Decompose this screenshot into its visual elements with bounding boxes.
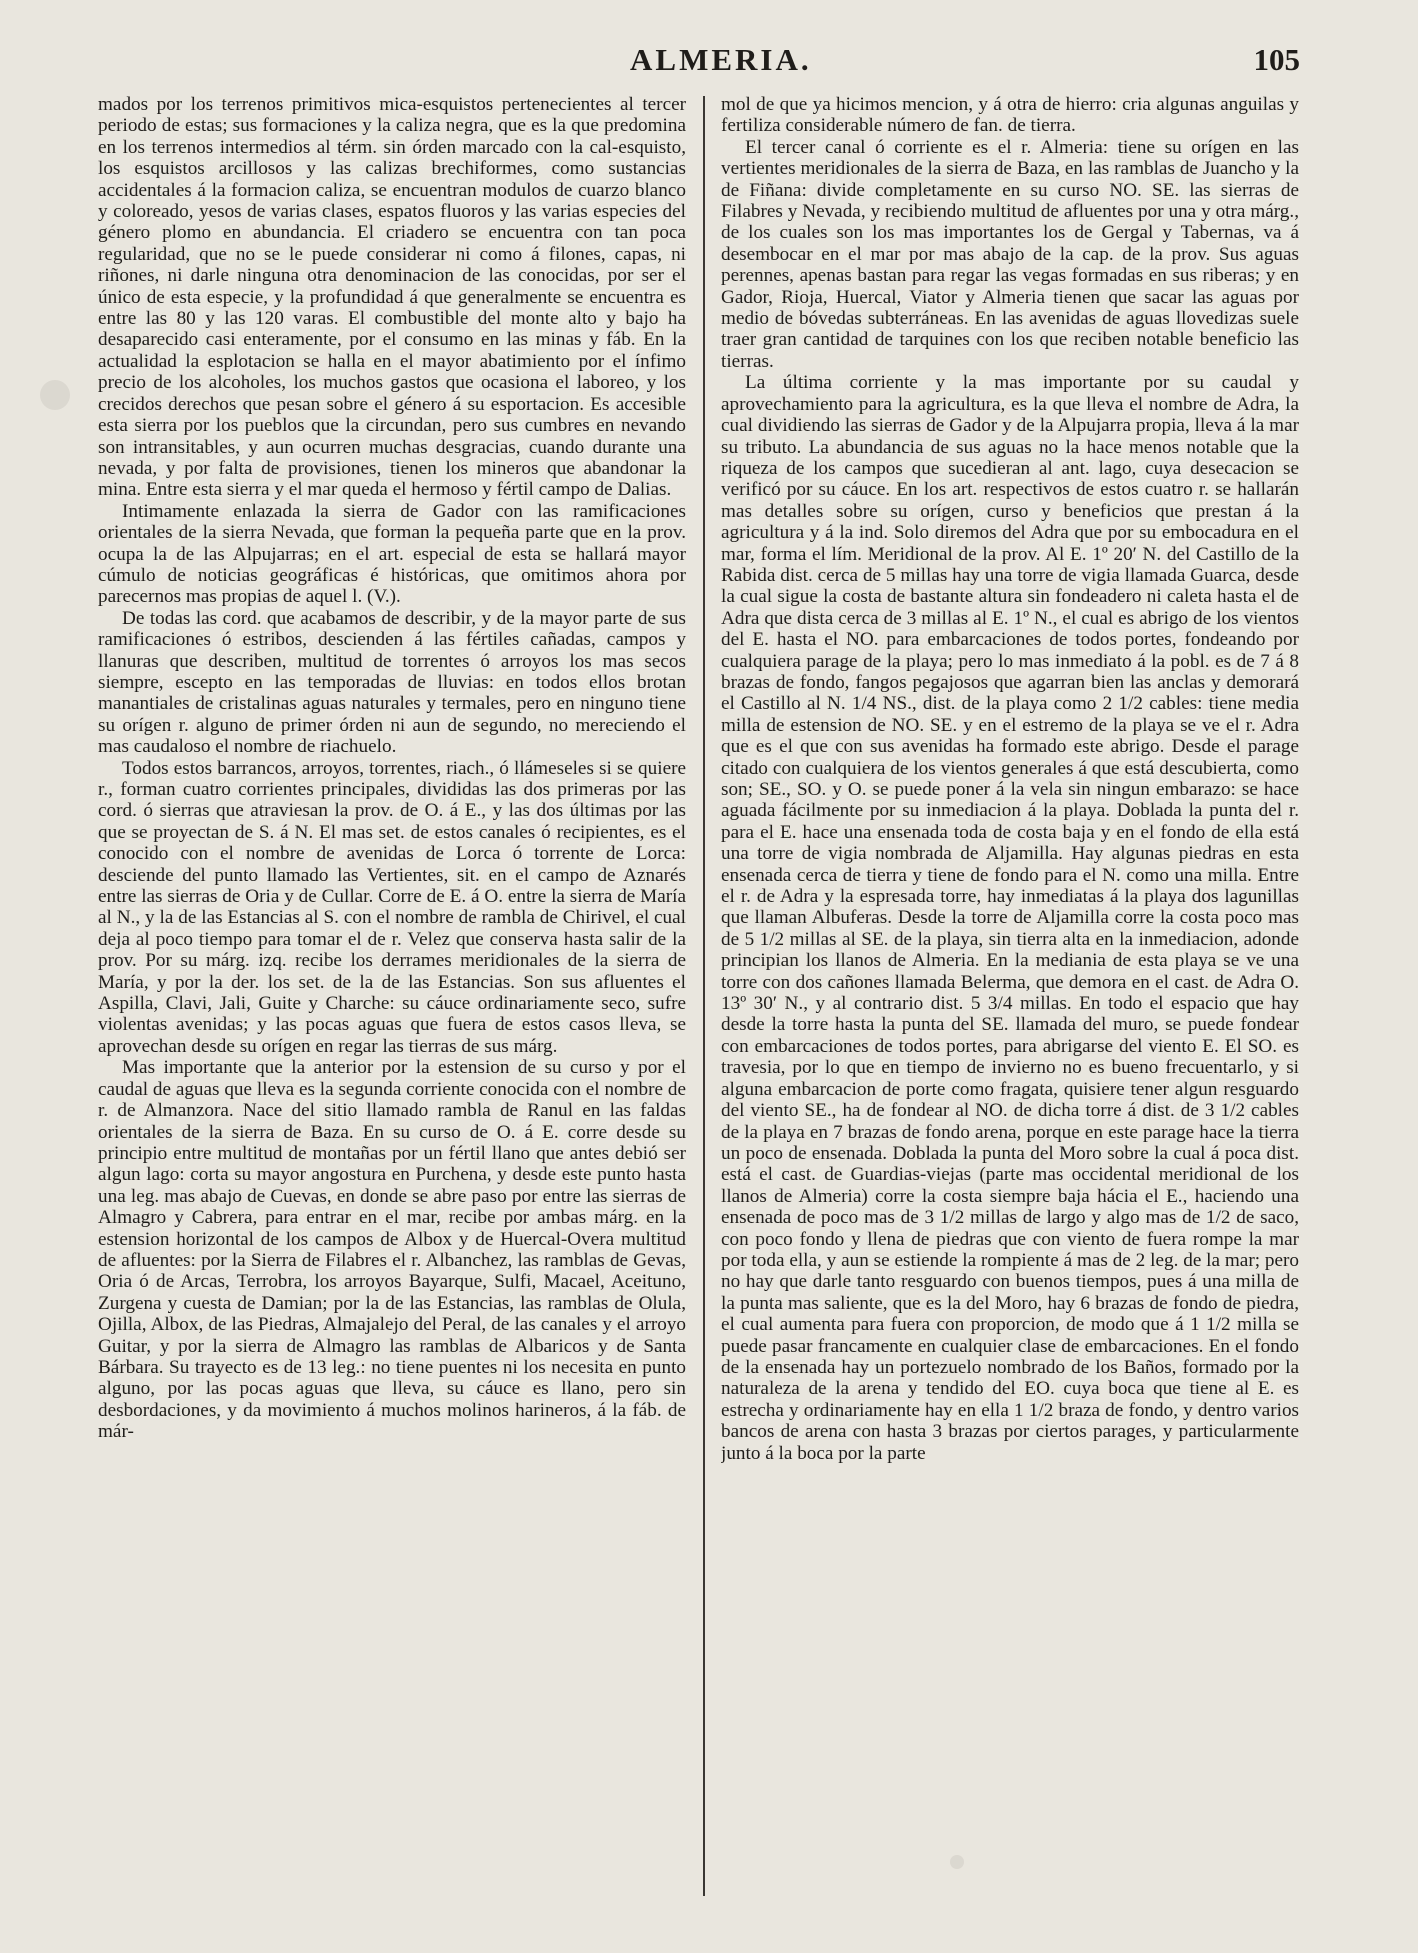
paragraph: Mas importante que la anterior por la estension de su curso y por el caudal de aguas que lleva es la segunda corriente conocida con el nombre de r. de Almanzora. Nace del sitio llamado rambla de Ranul en las faldas orientales de la sierra de Baza. En su curso de O. á E. corre desde su principio entre multitud de montañas por un fértil llano que antes debió ser algun lago: corta su mayor angostura en Purchena, y desde este punto hasta una leg. mas abajo de Cuevas, en donde se abre paso por entre las sierras de Almagro y Cabrera, para entrar en el mar, recibe por ambas márg. en la estension horizontal de los campos de Albox y de Huercal-Overa multitud de afluentes: por la Sierra de Filabres el r. Albanchez, las ramblas de Gevas, Oria ó de Arcas, Terrobra, los arroyos Bayarque, Sulfi, Macael, Aceituno, Zurgena y cuesta de Damian; por la de las Estancias, las ramblas de Olula, Ojilla, Albox, de las Piedras, Almajalejo del Peral, de las canales y el arroyo Guitar, y por la sierra de Almagro las ramblas de Albaricos y de Santa Bárbara. Su trayecto es de 13 leg.: no tiene puentes ni los necesita en punto alguno, por las pocas aguas que lleva, su cáuce es llano, pero sin desbordaciones, y da movimiento á muchos molinos harineros, á la fáb. de már- bbox=[98, 1057, 686, 1443]
column-divider bbox=[703, 96, 705, 1896]
ink-smudge bbox=[40, 380, 70, 410]
paragraph: mados por los terrenos primitivos mica-esquistos pertenecientes al tercer periodo de estas; sus formaciones y la caliza negra, que es la que predomina en los terrenos intermedios al térm. sin órden marcado con la cal-esquisto, los esquistos arcillosos y las calizas brechiformes, como sustancias accidentales á la formacion caliza, se encuentran modulos de cuarzo blanco y coloreado, yesos de varias clases, espatos fluoros y las varias especies del género plomo en abundancia. El criadero se encuentra con tan poca regularidad, que no se le puede considerar ni como á filones, capas, ni riñones, ni darle ninguna otra denominacion de las conocidas, por ser el único de esta especie, y la profundidad á que generalmente se encuentra es entre las 80 y las 120 varas. El combustible del monte alto y bajo ha desaparecido casi enteramente, por el consumo en las minas y fáb. En la actualidad la esplotacion se halla en el mayor abatimiento por el ínfimo precio de los alcoholes, los muchos gastos que ocasiona el laboreo, y los crecidos derechos que pesan sobre el género á su esportacion. Es accesible esta sierra por los pueblos que la circundan, pero sus cumbres en nevando son intransitables, y aun ocurren muchas desgracias, cuando durante una nevada, y por falta de provisiones, tienen los mineros que abandonar la mina. Entre esta sierra y el mar queda el hermoso y fértil campo de Dalias. bbox=[98, 94, 686, 501]
paragraph: mol de que ya hicimos mencion, y á otra de hierro: cria algunas anguilas y fertiliza considerable número de fan. de tierra. bbox=[721, 94, 1299, 137]
running-title: ALMERIA. bbox=[630, 42, 812, 77]
left-column bbox=[98, 94, 686, 1904]
page-number: 105 bbox=[1253, 42, 1300, 77]
right-column bbox=[721, 94, 1299, 1904]
paragraph: Intimamente enlazada la sierra de Gador con las ramificaciones orientales de la sierra Nevada, que forman la pequeña parte que en la prov. ocupa la de las Alpujarras; en el art. especial de esta se hallará mayor cúmulo de noticias geográficas é históricas, que omitimos ahora por parecernos mas propias de aquel l. (V.). bbox=[98, 500, 686, 608]
page-header bbox=[630, 42, 1300, 92]
paragraph: El tercer canal ó corriente es el r. Almeria: tiene su orígen en las vertientes meridionales de la sierra de Baza, en las ramblas de Juancho y la de Fiñana: divide completamente en su curso NO. SE. las sierras de Filabres y Nevada, y recibiendo multitud de afluentes por una y otra márg., de los cuales son los mas importantes los de Gergal y Tabernas, va á desembocar en el mar por mas abajo de la cap. de la prov. Sus aguas perennes, apenas bastan para regar las vegas formadas en sus riberas; y en Gador, Rioja, Huercal, Viator y Almeria tienen que sacar las aguas por medio de bóvedas subterráneas. En las avenidas de aguas llovedizas suele traer gran cantidad de tarquines con los que reciben notable beneficio las tierras. bbox=[721, 136, 1299, 372]
paragraph: De todas las cord. que acabamos de describir, y de la mayor parte de sus ramificaciones ó estribos, descienden á las fértiles cañadas, campos y llanuras que describen, multitud de torrentes ó arroyos los mas secos siempre, escepto en las temporadas de lluvias: en todos ellos brotan manantiales de cristalinas aguas naturales y termales, pero en ninguno tiene su orígen r. alguno de primer órden ni aun de segundo, no mereciendo el mas caudaloso el nombre de riachuelo. bbox=[98, 607, 686, 758]
paragraph: Todos estos barrancos, arroyos, torrentes, riach., ó llámeseles si se quiere r., forman cuatro corrientes principales, divididas las dos primeras por las cord. ó sierras que atraviesan la prov. de O. á E., y las dos últimas por las que se proyectan de S. á N. El mas set. de estos canales ó recipientes, es el conocido con el nombre de avenidas de Lorca ó torrente de Lorca: desciende del punto llamado las Vertientes, sit. en el campo de Aznarés entre las sierras de Oria y de Cullar. Corre de E. á O. entre la sierra de María al N., y la de las Estancias al S. con el nombre de rambla de Chirivel, el cual deja al poco tiempo para tomar el de r. Velez que conserva hasta salir de la prov. Por su márg. izq. recibe los derrames meridionales de la sierra de María, y por la der. los set. de la de las Estancias. Son sus afluentes el Aspilla, Clavi, Jali, Guite y Charche: su cáuce ordinariamente seco, sufre violentas avenidas; y las pocas aguas que fuera de estos casos lleva, se aprovechan desde su orígen en regar las tierras de sus márg. bbox=[98, 757, 686, 1057]
paragraph: La última corriente y la mas importante por su caudal y aprovechamiento para la agricultura, es la que lleva el nombre de Adra, la cual dividiendo las sierras de Gador y de la Alpujarra propia, lleva á la mar su tributo. La abundancia de sus aguas no la hace menos notable que la riqueza de los campos que sucedieran al ant. lago, cuya desecacion se verificó por su cáuce. En los art. respectivos de estos cuatro r. se hallarán mas detalles sobre su orígen, curso y beneficios que prestan á la agricultura y á la ind. Solo diremos del Adra que por su embocadura en el mar, forma el lím. Meridional de la prov. Al E. 1º 20′ N. del Castillo de la Rabida dist. cerca de 5 millas hay una torre de vigia llamada Guarca, desde la cual sigue la costa de bastante altura sin fondeadero ni caleta hasta el de Adra que dista cerca de 3 millas al E. 1º N., el cual es abrigo de los vientos del E. hasta el NO. para embarcaciones de todos portes, fondeando por cualquiera parage de la playa; pero lo mas inmediato á la pobl. es de 7 á 8 brazas de fondo, fangos pegajosos que agarran bien las anclas y demorará el Castillo al N. 1/4 NS., dist. de la playa como 2 1/2 cables: tiene media milla de estension de NO. SE. y en el estremo de la playa se ve el r. Adra que es el que con sus avenidas ha formado este abrigo. Desde el parage citado con cualquiera de los vientos generales á que está descubierta, como son; SE., SO. y O. se puede poner á la vela sin ningun embarazo: se hace aguada fácilmente por su inmediacion á la playa. Doblada la punta del r. para el E. hace una ensenada toda de costa baja y en el fondo de ella está una torre de vigia nombrada de Aljamilla. Hay algunas piedras en esta ensenada cerca de tierra y tiene de fondo para el N. como una milla. Entre el r. de Adra y la espresada torre, hay inmediatas á la playa dos lagunillas que llaman Albuferas. Desde la torre de Aljamilla corre la costa poco mas de 5 1/2 millas al SE. de la playa, sin tierra alta en la inmediacion, adonde principian los llanos de Almeria. En la mediania de esta playa se ve una torre con dos cañones llamada Belerma, que demora en el cast. de Adra O. 13º 30′ N., y al contrario dist. 5 3/4 millas. En todo el espacio que hay desde la torre hasta la punta del SE. llamada del muro, se puede fondear con embarcaciones de todos portes, para abrigarse del viento E. El SO. es travesia, por lo que en tiempo de invierno no es bueno frecuentarlo, y si alguna embarcacion de porte como fragata, quisiere tener algun resguardo del viento SE., ha de fondear al NO. de dicha torre á dist. de 3 1/2 cables de la playa en 7 brazas de fondo arena, porque en este parage hace la tierra un poco de ensenada. Doblada la punta del Moro sobre la cual á poca dist. está el cast. de Guardias-viejas (parte mas occidental meridional de los llanos de Almeria) corre la costa siempre baja hácia el E., haciendo una ensenada de poco mas de 3 1/2 millas de largo y algo mas de 1/2 de saco, con poco fondo y llena de piedras que con viento de fuera rompe la mar por toda ella, y aun se estiende la rompiente á mas de 2 leg. de la mar; pero no hay que darle tanto resguardo con buenos tiempos, pues á una milla de la punta mas saliente, que es la del Moro, hay 6 brazas de fondo de piedra, el cual aumenta para fuera con proporcion, de modo que á 1 1/2 milla se puede pasar francamente en cualquier clase de embarcaciones. En el fondo de la ensenada hay un portezuelo nombrado de los Baños, formado por la naturaleza de la arena y tendido del EO. cuya boca que tiene al E. es estrecha y ordinariamente hay en ella 1 1/2 braza de fondo, y dentro varios bancos de arena con hasta 3 brazas por ciertos parages, y particularmente junto á la boca por la parte bbox=[721, 372, 1299, 1464]
